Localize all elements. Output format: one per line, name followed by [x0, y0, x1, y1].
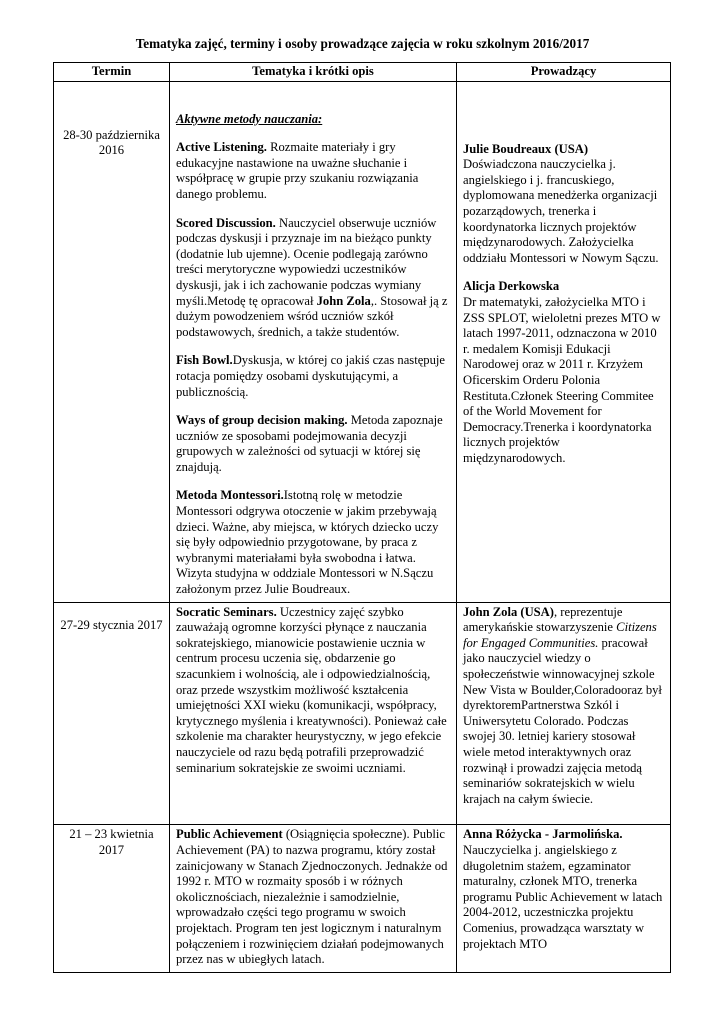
- topic-text: Nauczyciel obserwuje uczniów podczas dyskusji i przyznaje im na bieżąco punkty (dodatnie lub ujemne). Ocenie podlegają zarówno treści merytoryczne wypowiedzi uczestników dyskusji, jak i ich zachowanie podczas wymiany myśli.Metodę tę opracował: [176, 215, 437, 308]
- leader-name: Alicja Derkowska: [463, 279, 560, 294]
- leader-bio: Doświadczona nauczycielka j. angielskiego i j. francuskiego, dyplomowana menedżerka organizacji pozarządowych, trenerka i koordynatorka licznych projektów międzynarodowych. Założycielka oddziału Montessori w Nowym Sączu.: [463, 157, 659, 265]
- topic-paragraph: [176, 413, 450, 475]
- header-topic: Tematyka i krótki opis: [170, 63, 457, 82]
- topic-paragraph: [176, 216, 450, 341]
- header-term: Termin: [54, 63, 170, 82]
- topic-text: Istotną rolę w metodzie Montessori odgrywa otoczenie w jakim przebywają dzieci. Ważne, aby miejsca, w których dziecko uczy się były odpowiednio przygotowane, by praca z wybranymi materiałami była swobodna i łatwa. Wizyta studyjna w oddziale Montessori w N.Sączu założonym przez Julie Boudreaux.: [176, 488, 439, 597]
- leader-name: John Zola (USA): [463, 604, 554, 619]
- leader-bio: pracował jako nauczyciel wiedzy o społeczeństwie winnowacyjnej szkole New Vista w Boulder,Coloradooraz był dyrektoremPartnerstwa Szkól i Uniwersytetu Colorado. Podczas swojej 30. letniej kariery stosował wiele metod interaktywnych oraz rozwinął i prowadzi zajęcia metodą seminariów sokratejskich w wielu krajach na całym świecie.: [463, 635, 662, 806]
- section-heading: Aktywne metody nauczania:: [176, 111, 323, 126]
- topic-author: John Zola: [316, 293, 371, 308]
- schedule-table: [53, 62, 671, 973]
- table-row: [54, 81, 671, 602]
- topic-name: Fish Bowl.: [176, 353, 233, 368]
- term-cell: 28-30 października 2016: [54, 81, 170, 602]
- topic-cell: [170, 602, 457, 825]
- leader-paragraph: [463, 827, 664, 952]
- topic-name: Public Achievement: [176, 827, 283, 842]
- table-row: [54, 825, 671, 972]
- topic-text: Dyskusja, w której co jakiś czas następuje rotacja pomiędzy osobami dyskutującymi, a publicznością.: [176, 353, 445, 399]
- page-title: Tematyka zajęć, terminy i osoby prowadzące zajęcia w roku szkolnym 2016/2017: [135, 36, 590, 51]
- topic-paragraph: [176, 827, 450, 967]
- leader-paragraph: [463, 142, 664, 267]
- leader-paragraph: [463, 279, 664, 466]
- topic-name: Socratic Seminars.: [176, 604, 277, 619]
- term-cell: 27-29 stycznia 2017: [54, 602, 170, 825]
- leader-org: Citizens for Engaged Communities.: [463, 620, 657, 650]
- leader-cell: [457, 602, 671, 825]
- leader-name: Anna Różycka - Jarmolińska.: [463, 827, 623, 842]
- leader-bio: Dr matematyki, założycielka MTO i ZSS SPLOT, wieloletni prezes MTO w latach 1997-2011, odznaczona w 2010 r. medalem Komisji Edukacji Narodowej oraz w 2011 r. Krzyżem Oficerskim Orderu Polonia Restituta.Członek Steering Commitee of the World Movement for Democracy.Trenerka i koordynatorka licznych projektów międzynarodowych.: [463, 294, 661, 465]
- leader-paragraph: [463, 605, 664, 808]
- topic-text: Rozmaite materiały i gry edukacyjne nastawione na uważne słuchanie i współpracę w grupie przy szukaniu rozwiązania danego problemu.: [176, 140, 419, 201]
- topic-cell: [170, 81, 457, 602]
- topic-text: Uczestnicy zajęć szybko zauważają ogromne korzyści płynące z nauczania sokratejskiego, mianowicie postawienie ucznia w centrum procesu uczenia się, obdarzenie go szacunkiem i wolnością, ale i odpowiedzialnością, oraz przede wszystkim możliwość kształcenia umiejętności XXI wieku (komunikacji, współpracy, krytycznego myślenia i kreatywności). Ponieważ całe szkolenie ma charakter heurystyczny, w jego efekcie nauczyciele od razu będą potrafili przeprowadzić seminarium sokratejskie ze swoimi uczniami.: [176, 604, 447, 775]
- leader-cell: [457, 825, 671, 972]
- topic-name: Metoda Montessori.: [176, 488, 284, 503]
- topic-text: Metoda zapoznaje uczniów ze sposobami podejmowania decyzji grupowych w zależności od sytuacji w której się znajdują.: [176, 413, 443, 474]
- topic-name: Scored Discussion.: [176, 215, 276, 230]
- leader-cell: [457, 81, 671, 602]
- topic-name: Active Listening.: [176, 140, 267, 155]
- leader-bio: , reprezentuje amerykańskie stowarzyszenie: [463, 604, 623, 635]
- topic-paragraph: [176, 488, 450, 597]
- leader-name: Julie Boudreaux (USA): [463, 141, 589, 156]
- term-cell: 21 – 23 kwietnia 2017: [54, 825, 170, 972]
- topic-paragraph: [176, 140, 450, 202]
- topic-name: Ways of group decision making.: [176, 413, 348, 428]
- topic-paragraph: [176, 605, 450, 777]
- leader-bio: Nauczycielka j. angielskiego z długoletnim stażem, egzaminator maturalny, członek MTO, trenerka programu Public Achievement w latach 2004-2012, uczestniczka projektu Comenius, prowadząca warsztaty w projektach MTO: [463, 842, 663, 951]
- topic-paragraph: [176, 353, 450, 400]
- table-row: [54, 602, 671, 825]
- topic-text: (Osiągnięcia społeczne). Public Achievement (PA) to nazwa programu, który został zainicjowany w Stanach Zjednoczonych. Jednakże od 1992 r. MTO w rozmaity sposób i w różnych okolicznościach, niezależnie i samodzielnie, wprowadzało części tego programu w swoich projektach. Program ten jest logicznym i naturalnym połączeniem i rozwinięciem działań podejmowanych przez nas w ubiegłych latach.: [176, 827, 448, 967]
- table-header-row: [54, 63, 671, 82]
- header-leader: Prowadzący: [457, 63, 671, 82]
- topic-text: ,. Stosował ją z dużym powodzeniem wśród uczniów szkół podstawowych, średnich, a także studentów.: [176, 293, 448, 339]
- topic-cell: [170, 825, 457, 972]
